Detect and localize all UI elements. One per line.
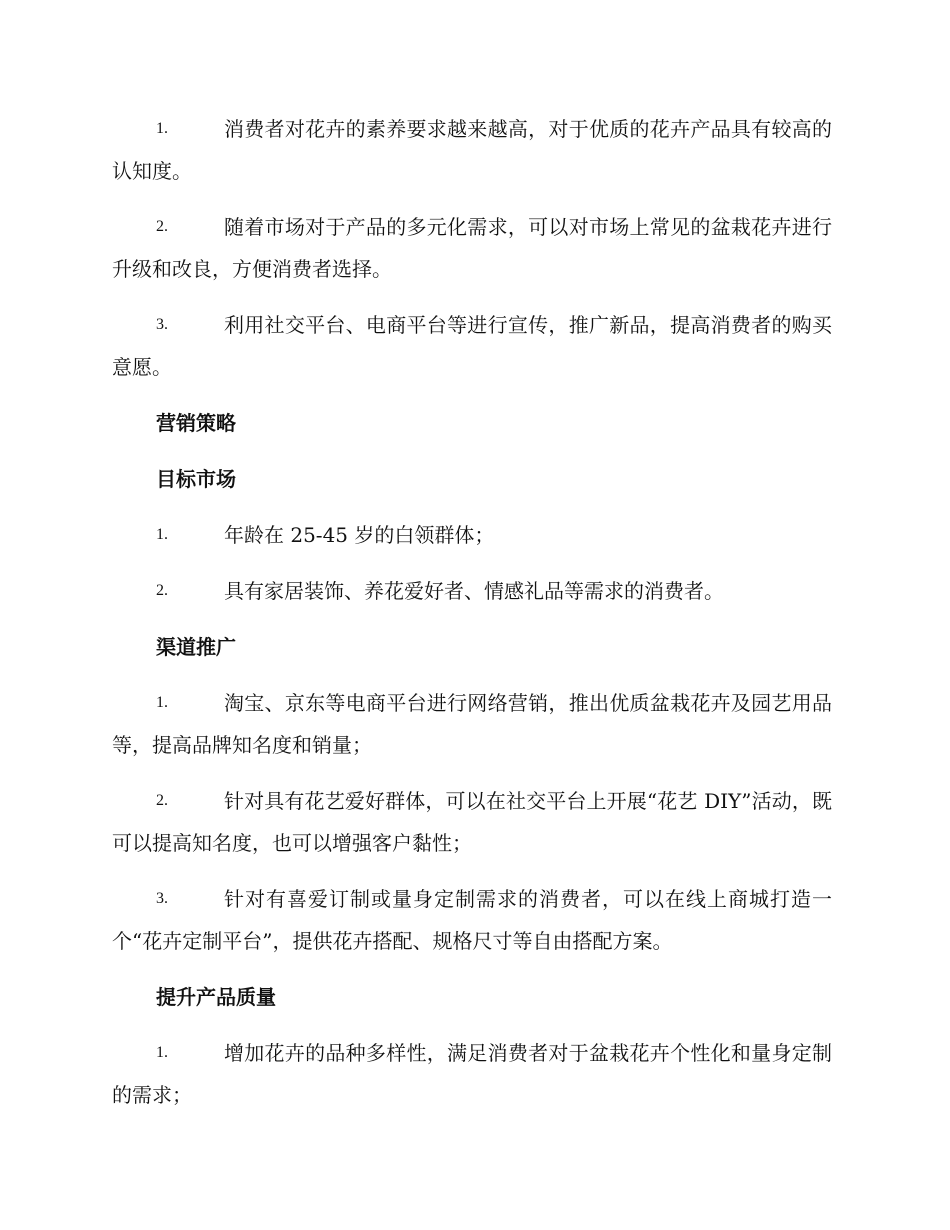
list-number: 1.: [156, 120, 168, 137]
list-item: [112, 108, 832, 192]
list-number: 3.: [156, 890, 168, 907]
list-number: 2.: [156, 792, 168, 809]
list-item: [112, 1032, 832, 1116]
section-heading-channel-promotion: 渠道推广: [156, 635, 236, 659]
list-item: [112, 570, 832, 612]
list-item-text: 利用社交平台、电商平台等进行宣传，推广新品，提高消费者的购买意愿。: [112, 313, 832, 379]
list-item: [112, 304, 832, 388]
list-number: 2.: [156, 218, 168, 235]
list-item-text: 年龄在 25-45 岁的白领群体；: [224, 523, 495, 547]
list-item-text: 随着市场对于产品的多元化需求，可以对市场上常见的盆栽花卉进行升级和改良，方便消费者选择。: [112, 215, 832, 281]
list-item: [112, 206, 832, 290]
list-item: [112, 878, 832, 962]
list-number: 1.: [156, 526, 168, 543]
list-item-text: 针对具有花艺爱好群体，可以在社交平台上开展“花艺 DIY”活动，既可以提高知名度，也可以增强客户黏性；: [112, 789, 832, 855]
document-content: [112, 108, 832, 1130]
section-heading-marketing-strategy: 营销策略: [156, 411, 236, 435]
list-item: [112, 514, 832, 556]
list-item-text: 针对有喜爱订制或量身定制需求的消费者，可以在线上商城打造一个“花卉定制平台”，提供花卉搭配、规格尺寸等自由搭配方案。: [112, 887, 832, 953]
section-heading-target-market: 目标市场: [156, 467, 236, 491]
list-item-text: 淘宝、京东等电商平台进行网络营销，推出优质盆栽花卉及园艺用品等，提高品牌知名度和销量；: [112, 691, 832, 757]
list-number: 1.: [156, 694, 168, 711]
list-item: [112, 780, 832, 864]
list-item-text: 具有家居装饰、养花爱好者、情感礼品等需求的消费者。: [224, 579, 724, 603]
section-heading-product-quality: 提升产品质量: [156, 985, 276, 1009]
list-item: [112, 682, 832, 766]
list-number: 2.: [156, 582, 168, 599]
list-number: 3.: [156, 316, 168, 333]
list-item-text: 增加花卉的品种多样性，满足消费者对于盆栽花卉个性化和量身定制的需求；: [112, 1041, 832, 1107]
list-number: 1.: [156, 1044, 168, 1061]
list-item-text: 消费者对花卉的素养要求越来越高，对于优质的花卉产品具有较高的认知度。: [112, 117, 832, 183]
